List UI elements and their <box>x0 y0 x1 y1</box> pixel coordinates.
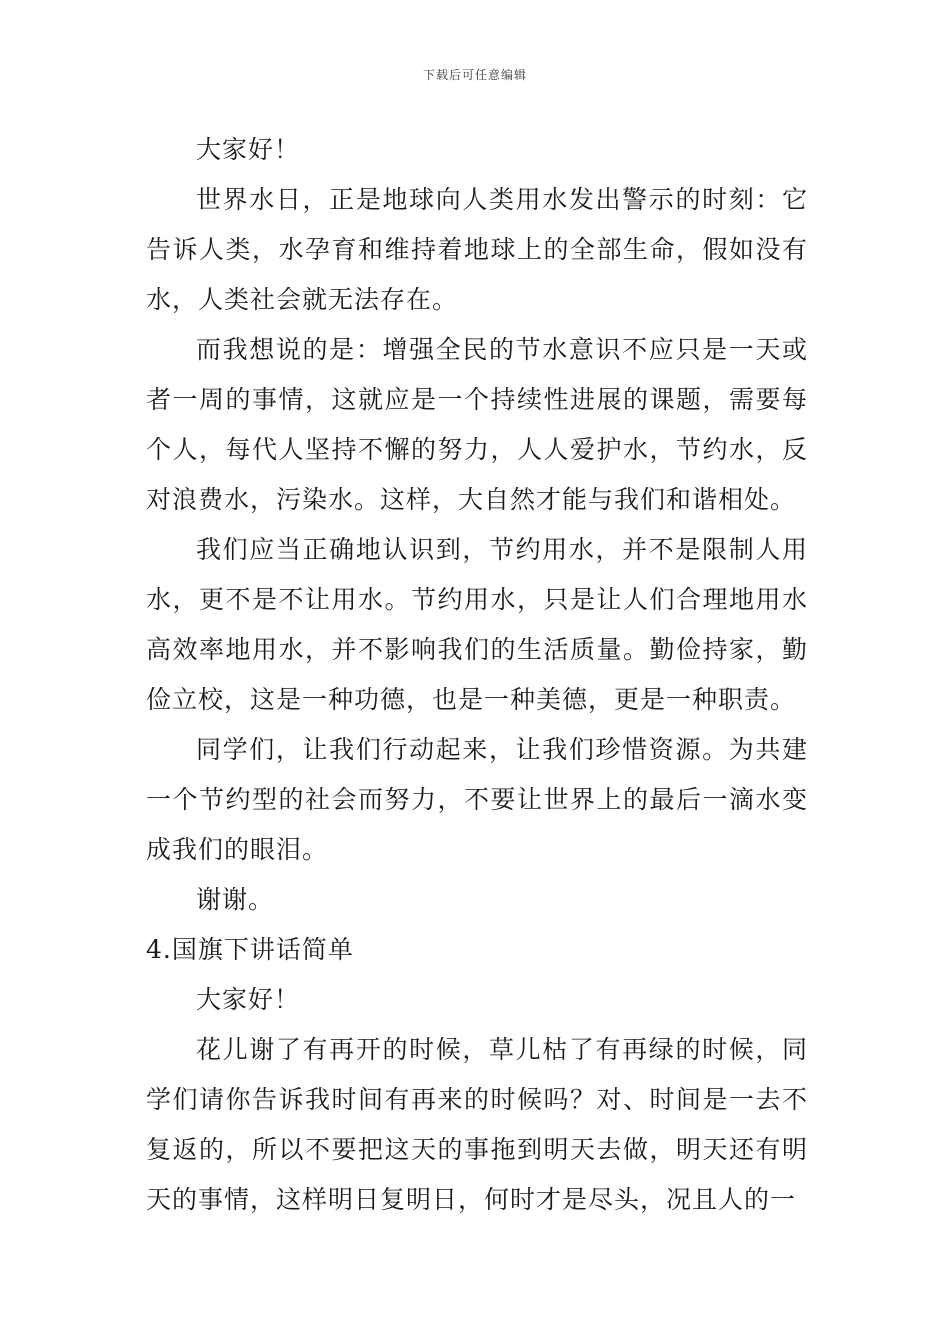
greeting-paragraph: 大家好！ <box>196 135 301 164</box>
body-paragraph: 同学们，让我们行动起来，让我们珍惜资源。为共建一个节约型的社会而努力，不要让世界上的最后一滴水变成我们的眼泪。 <box>146 735 808 864</box>
closing-paragraph: 谢谢。 <box>196 885 275 914</box>
page-header-note: 下载后可任意编辑 <box>422 68 527 82</box>
body-paragraph: 而我想说的是：增强全民的节水意识不应只是一天或者一周的事情，这就应是一个持续性进展的课题，需要每个人，每代人坚持不懈的努力，人人爱护水，节约水，反对浪费水，污染水。这样，大自然才能与我们和谐相处。 <box>146 335 808 514</box>
document-body <box>146 125 808 1225</box>
body-paragraph: 我们应当正确地认识到，节约用水，并不是限制人用水，更不是不让用水。节约用水，只是让人们合理地用水高效率地用水，并不影响我们的生活质量。勤俭持家，勤俭立校，这是一种功德，也是一种美德，更是一种职责。 <box>146 535 808 714</box>
section-heading: 4.国旗下讲话简单 <box>146 935 354 964</box>
body-paragraph: 世界水日，正是地球向人类用水发出警示的时刻：它告诉人类，水孕育和维持着地球上的全部生命，假如没有水，人类社会就无法存在。 <box>146 185 808 314</box>
greeting-paragraph: 大家好！ <box>196 985 301 1014</box>
body-paragraph: 花儿谢了有再开的时候，草儿枯了有再绿的时候，同学们请你告诉我时间有再来的时候吗？对、时间是一去不复返的，所以不要把这天的事拖到明天去做，明天还有明天的事情，这样明日复明日，何时才是尽头，况且人的一 <box>146 1035 808 1214</box>
